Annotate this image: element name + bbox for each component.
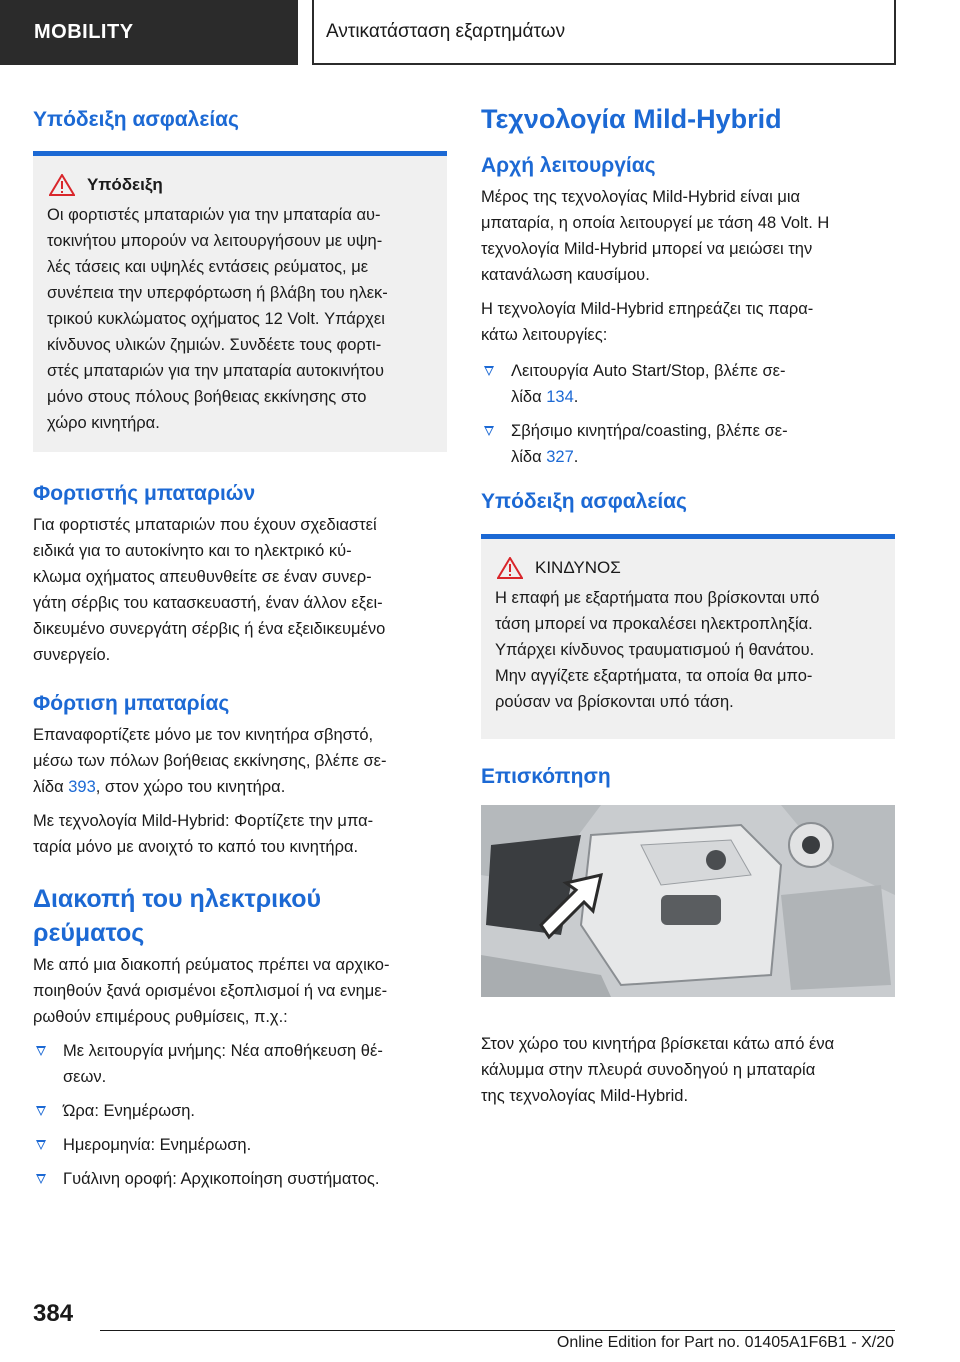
chargers-line: γάτη σέρβις του κατασκευαστή, έναν άλλον εξει- bbox=[33, 594, 383, 612]
page-number: 384 bbox=[33, 1300, 74, 1327]
note-title-row bbox=[47, 174, 433, 196]
interrupt-line: Με από μια διακοπή ρεύματος πρέπει να αρχικο- bbox=[33, 956, 390, 974]
chargers-line: συνεργείο. bbox=[33, 646, 111, 664]
page-ref-link[interactable]: 327 bbox=[546, 448, 574, 466]
danger-line: Μην αγγίζετε εξαρτήματα, τα οποία θα μπο- bbox=[495, 667, 813, 685]
interrupt-line: ρωθούν επιμέρους ρυθμίσεις, π.χ.: bbox=[33, 1008, 288, 1026]
danger-line: τάση μπορεί να προκαλέσει ηλεκτροπληξία. bbox=[495, 615, 813, 633]
overview-heading: Επισκόπηση bbox=[481, 765, 611, 788]
danger-box bbox=[481, 539, 895, 739]
principle-line: μπαταρία, η οποία λειτουργεί με τάση 48 Volt. Η bbox=[481, 214, 830, 232]
page-ref-link[interactable]: 393 bbox=[68, 778, 96, 796]
danger-title-row bbox=[495, 557, 881, 579]
chargers-line: ειδικά για το αυτοκίνητο και το ηλεκτρικό κύ- bbox=[33, 542, 352, 560]
note-line: στές μπαταριών για την μπαταρία αυτοκινήτου bbox=[47, 362, 384, 380]
charging-heading: Φόρτιση μπαταρίας bbox=[33, 692, 230, 715]
note-line: λές τάσεις και υψηλές εντάσεις ρεύματος, με bbox=[47, 258, 369, 276]
page-ref-link[interactable]: 134 bbox=[546, 388, 574, 406]
list-item: Ημερομηνία: Ενημέρωση. bbox=[33, 1132, 447, 1158]
bullet-triangle-icon bbox=[36, 1174, 46, 1184]
principle-heading: Αρχή λειτουργίας bbox=[481, 154, 656, 177]
chargers-line: κλωμα οχήματος απευθυνθείτε σε έναν συνερ- bbox=[33, 568, 372, 586]
bullet-triangle-icon bbox=[36, 1046, 46, 1056]
affects-line: κάτω λειτουργίες: bbox=[481, 326, 608, 344]
warning-icon bbox=[49, 174, 75, 196]
affects-line: Η τεχνολογία Mild-Hybrid επηρεάζει τις παρα- bbox=[481, 300, 814, 318]
warning-icon bbox=[497, 557, 523, 579]
interrupt-line: ποιηθούν ξανά ορισμένοι εξοπλισμοί ή να ενημε- bbox=[33, 982, 388, 1000]
interrupt-heading: ρεύματος bbox=[33, 919, 145, 947]
note-line: κίνδυνος υλικών ζημιών. Συνδέετε τους φορτι- bbox=[47, 336, 382, 354]
bullet-triangle-icon bbox=[484, 366, 494, 376]
charging-line: Με τεχνολογία Mild-Hybrid: Φορτίζετε την μπα- bbox=[33, 812, 374, 830]
note-line: τρικού κυκλώματος οχήματος 12 Volt. Υπάρχει bbox=[47, 310, 385, 328]
left-column bbox=[33, 100, 447, 1200]
section-tab bbox=[0, 0, 298, 65]
overview-line: της τεχνολογίας Mild-Hybrid. bbox=[481, 1087, 689, 1105]
section-label: MOBILITY bbox=[34, 21, 134, 43]
list-item: Λειτουργία Auto Start/Stop, βλέπε σε- λίδα 134. bbox=[481, 358, 895, 410]
principle-line: τεχνολογία Mild-Hybrid μπορεί να μειώσει την bbox=[481, 240, 813, 258]
bullet-triangle-icon bbox=[484, 426, 494, 436]
note-line: μόνο στους πόλους βοήθειας εκκίνησης στο bbox=[47, 388, 367, 406]
principle-line: Μέρος της τεχνολογίας Mild-Hybrid είναι μια bbox=[481, 188, 801, 206]
chapter-title-bar bbox=[312, 0, 896, 65]
bullet-triangle-icon bbox=[36, 1106, 46, 1116]
note-line: χώρο κινητήρα. bbox=[47, 414, 160, 432]
safety-heading-left: Υπόδειξη ασφαλείας bbox=[33, 108, 239, 131]
tech-heading: Τεχνολογία Mild-Hybrid bbox=[481, 104, 782, 134]
danger-line: Υπάρχει κίνδυνος τραυματισμού ή θανάτου. bbox=[495, 641, 815, 659]
bullet-triangle-icon bbox=[36, 1140, 46, 1150]
overview-line: κάλυμμα στην πλευρά συνοδηγού η μπαταρία bbox=[481, 1061, 816, 1079]
chargers-line: δικευμένο συνεργάτη σέρβις ή ένα εξειδικευμένο bbox=[33, 620, 386, 638]
safety-heading-right: Υπόδειξη ασφαλείας bbox=[481, 490, 687, 513]
note-line: Οι φορτιστές μπαταριών για την μπαταρία αυ- bbox=[47, 206, 381, 224]
interrupt-heading: Διακοπή του ηλεκτρικού bbox=[33, 885, 322, 913]
list-item: Με λειτουργία μνήμης: Νέα αποθήκευση θέ- σεων. bbox=[33, 1038, 447, 1090]
note-line: τοκινήτου μπορούν να λειτουργήσουν με υψη- bbox=[47, 232, 383, 250]
charging-line: μέσω των πόλων βοήθειας εκκίνησης, βλέπε σε- bbox=[33, 752, 387, 770]
interrupt-list bbox=[33, 1038, 447, 1192]
footer-edition: Online Edition for Part no. 01405A1F6B1 - X/20 bbox=[556, 1334, 894, 1351]
danger-line: Η επαφή με εξαρτήματα που βρίσκονται υπό bbox=[495, 589, 820, 607]
right-column bbox=[481, 100, 895, 1109]
charging-line: ταρία μόνο με ανοιχτό το καπό του κινητήρα. bbox=[33, 838, 359, 856]
note-title: Υπόδειξη bbox=[87, 175, 163, 194]
note-box bbox=[33, 156, 447, 452]
chargers-heading: Φορτιστής μπαταριών bbox=[33, 482, 256, 505]
danger-line: ρούσαν να βρίσκονται υπό τάση. bbox=[495, 693, 734, 711]
charging-line: Επαναφορτίζετε μόνο με τον κινητήρα σβηστό, bbox=[33, 726, 374, 744]
engine-bay-image bbox=[481, 805, 895, 997]
list-item: Σβήσιμο κινητήρα/coasting, βλέπε σε- λίδα 327. bbox=[481, 418, 895, 470]
list-item: Γυάλινη οροφή: Αρχικοποίηση συστήματος. bbox=[33, 1166, 447, 1192]
principle-line: κατανάλωση καυσίμου. bbox=[481, 266, 650, 284]
chargers-line: Για φορτιστές μπαταριών που έχουν σχεδιαστεί bbox=[33, 516, 377, 534]
danger-title: ΚΙΝΔΥΝΟΣ bbox=[535, 558, 621, 577]
overview-line: Στον χώρο του κινητήρα βρίσκεται κάτω από ένα bbox=[481, 1035, 835, 1053]
footer-rule bbox=[100, 1330, 895, 1331]
note-line: συνέπεια την υπερφόρτωση ή βλάβη του ηλεκ- bbox=[47, 284, 388, 302]
functions-list bbox=[481, 358, 895, 470]
list-item: Ώρα: Ενημέρωση. bbox=[33, 1098, 447, 1124]
chapter-title: Αντικατάσταση εξαρτημάτων bbox=[326, 20, 566, 42]
engine-illustration bbox=[481, 805, 895, 997]
charging-line-ref: λίδα 393, στον χώρο του κινητήρα. bbox=[33, 778, 286, 796]
